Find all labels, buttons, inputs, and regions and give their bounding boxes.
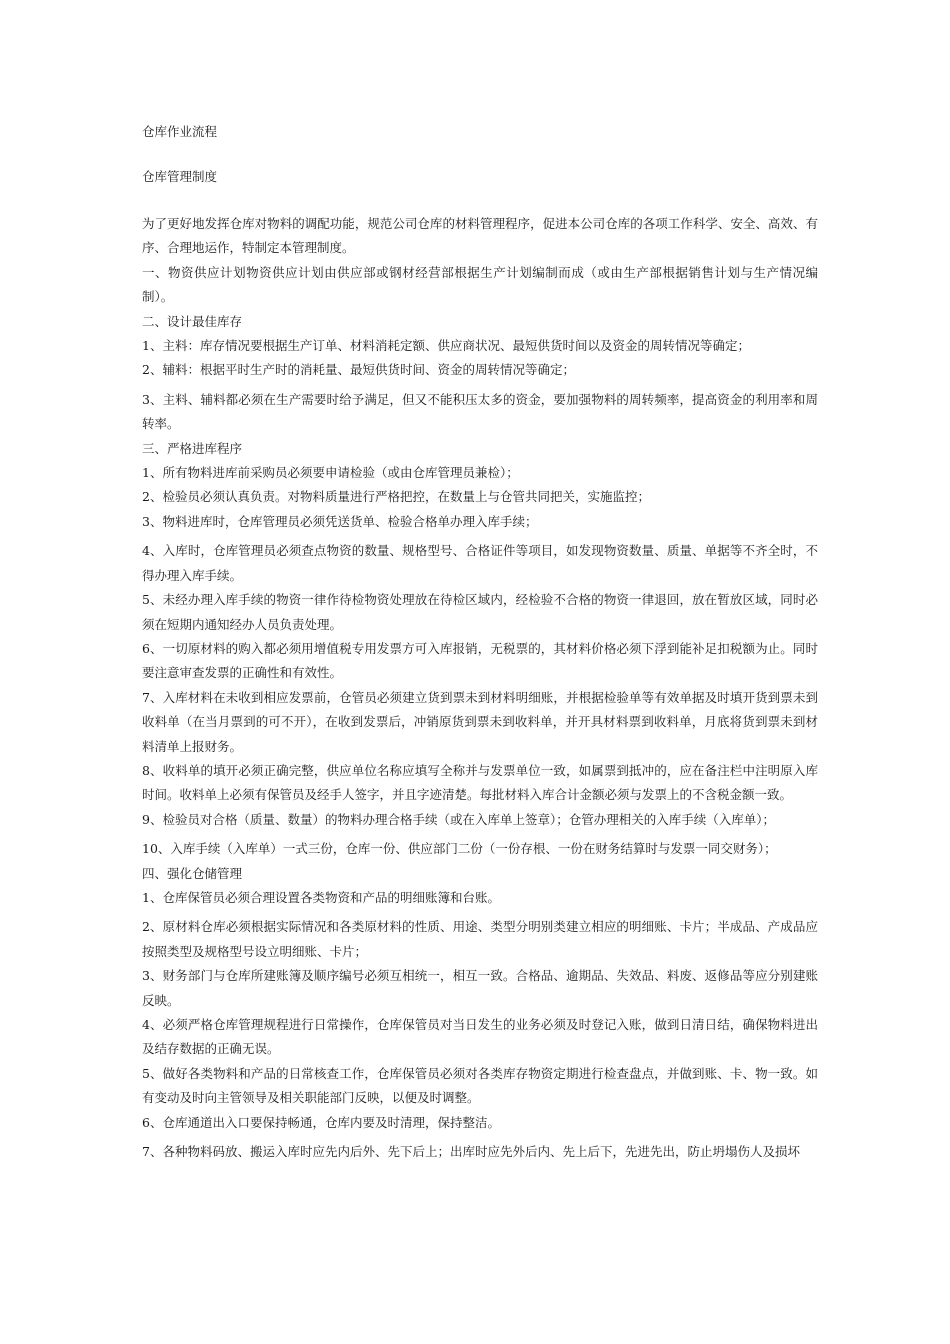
paragraph-4-7: 7、各种物料码放、搬运入库时应先内后外、先下后上；出库时应先外后内、先上后下，先进先出，防止坍塌伤人及损坏 — [142, 1144, 800, 1160]
paragraph-4-6: 6、仓库通道出入口要保持畅通，仓库内要及时清理，保持整洁。 — [142, 1114, 500, 1130]
section-heading-4: 四、强化仓储管理 — [142, 865, 243, 881]
paragraph-3-8: 8、收料单的填开必须正确完整，供应单位名称应填写全称并与发票单位一致，如属票到抵冲的，应在备注栏中注明原入库时间。收料单上必须有保管员及经手人签字，并且字迹清楚。每批材料入库合计金额必须与发票上的不含税金额一致。 — [142, 762, 818, 803]
section-heading-3: 三、严格进库程序 — [142, 440, 243, 456]
paragraph-3-9: 9、检验员对合格（质量、数量）的物料办理合格手续（或在入库单上签章）；仓管办理相关的入库手续（入库单）； — [142, 811, 775, 827]
paragraph-2-3: 3、主料、辅料都必须在生产需要时给予满足，但又不能积压太多的资金，要加强物料的周转频率，提高资金的利用率和周转率。 — [142, 391, 818, 432]
paragraph-3-7: 7、入库材料在未收到相应发票前，仓管员必须建立货到票未到材料明细账，并根据检验单等有效单据及时填开货到票未到收料单（在当月票到的可不开），在收到发票后，冲销原货到票未到收料单，并开具材料票到收料单，月底将货到票未到材料清单上报财务。 — [142, 689, 818, 754]
paragraph-4-2: 2、原材料仓库必须根据实际情况和各类原材料的性质、用途、类型分明别类建立相应的明细账、卡片；半成品、产成品应按照类型及规格型号设立明细账、卡片； — [142, 919, 818, 959]
document-body — [142, 212, 818, 1164]
paragraph-3-5: 5、未经办理入库手续的物资一律作待检物资处理放在待检区域内，经检验不合格的物资一律退回，放在暂放区域，同时必须在短期内通知经办人员负责处理。 — [142, 592, 818, 632]
paragraph-4-5: 5、做好各类物料和产品的日常核查工作，仓库保管员必须对各类库存物资定期进行检查盘点，并做到账、卡、物一致。如有变动及时向主管领导及相关职能部门反映，以便及时调整。 — [142, 1065, 818, 1106]
paragraph-4-4: 4、必须严格仓库管理规程进行日常操作，仓库保管员对当日发生的业务必须及时登记入账，做到日清日结，确保物料进出及结存数据的正确无误。 — [142, 1017, 818, 1057]
paragraph-4-3: 3、财务部门与仓库所建账簿及顺序编号必须互相统一，相互一致。合格品、逾期品、失效品、料废、返修品等应分别建账反映。 — [142, 968, 818, 1008]
paragraph-2-2: 2、辅料：根据平时生产时的消耗量、最短供货时间、资金的周转情况等确定； — [142, 362, 575, 378]
paragraph-3-4: 4、入库时，仓库管理员必须查点物资的数量、规格型号、合格证件等项目，如发现物资数量、质量、单据等不齐全时，不得办理入库手续。 — [142, 543, 818, 583]
paragraph-3-10: 10、入库手续（入库单）一式三份，仓库一份、供应部门二份（一份存根、一份在财务结算时与发票一同交财务）； — [142, 841, 777, 857]
paragraph-3-1: 1、所有物料进库前采购员必须要申请检验（或由仓库管理员兼检）； — [142, 465, 519, 481]
paragraph-3-6: 6、一切原材料的购入都必须用增值税专用发票方可入库报销，无税票的，其材料价格必须下浮到能补足扣税额为止。同时要注意审查发票的正确性和有效性。 — [142, 640, 818, 681]
paragraph-3-3: 3、物料进库时，仓库管理员必须凭送货单、检验合格单办理入库手续； — [142, 513, 538, 529]
paragraph-intro: 为了更好地发挥仓库对物料的调配功能，规范公司仓库的材料管理程序，促进本公司仓库的各项工作科学、安全、高效、有序、合理地运作，特制定本管理制度。 — [142, 216, 818, 256]
paragraph-4-1: 1、仓库保管员必须合理设置各类物资和产品的明细账簿和台账。 — [142, 889, 500, 905]
document-subtitle: 仓库管理制度 — [142, 169, 218, 184]
paragraph-2-1: 1、主料：库存情况要根据生产订单、材料消耗定额、供应商状况、最短供货时间以及资金的周转情况等确定； — [142, 338, 750, 354]
paragraph-3-2: 2、检验员必须认真负责。对物料质量进行严格把控，在数量上与仓管共同把关，实施监控； — [142, 489, 650, 505]
paragraph-section-1: 一、物资供应计划物资供应计划由供应部或钢材经营部根据生产计划编制而成（或由生产部根据销售计划与生产情况编制）。 — [142, 264, 818, 305]
section-heading-2: 二、设计最佳库存 — [142, 313, 243, 329]
document-title: 仓库作业流程 — [142, 124, 218, 139]
